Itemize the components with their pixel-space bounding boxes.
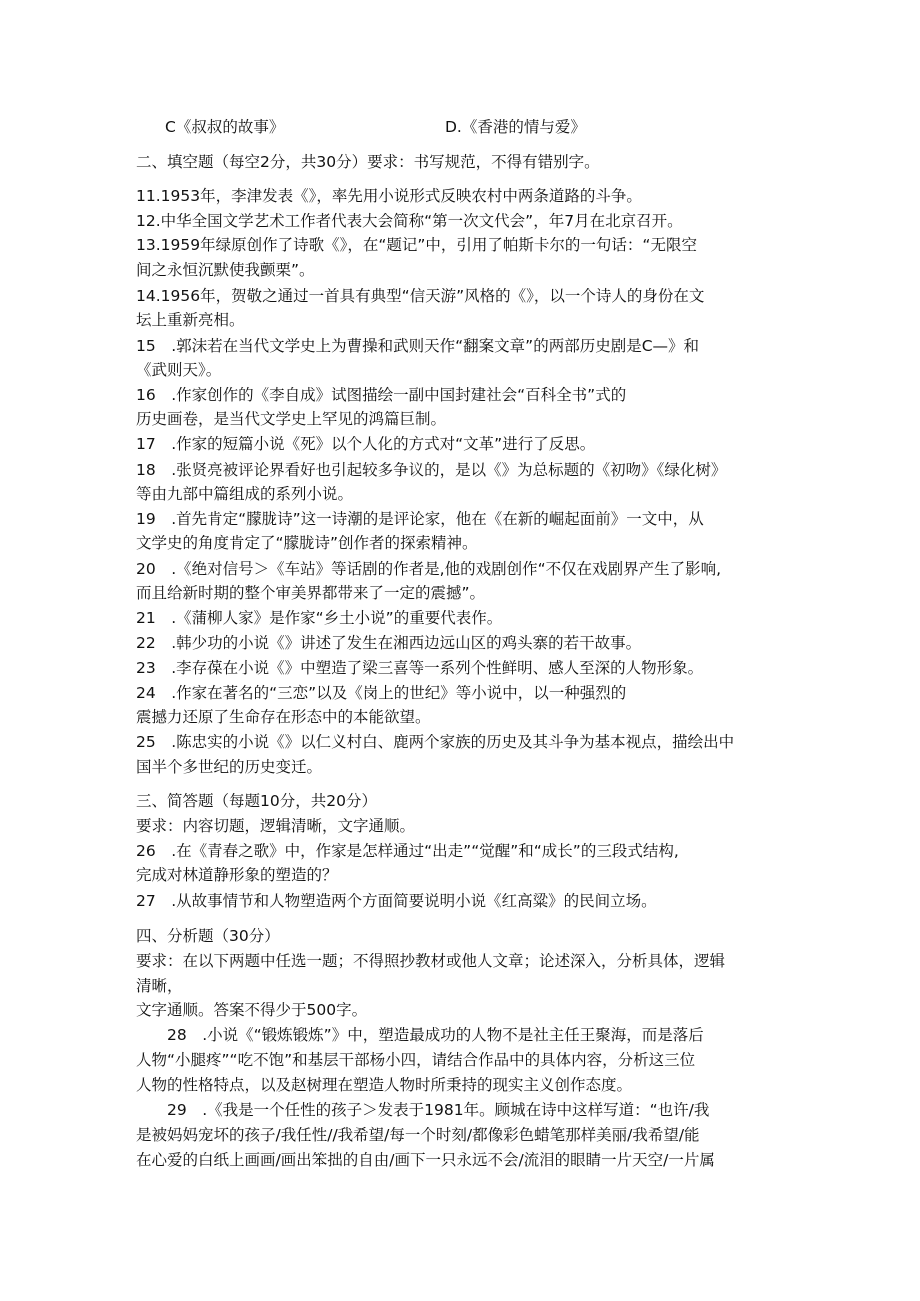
question-line: 人物“小腿疼”“吃不饱”和基层干部杨小四，请结合作品中的具体内容，分析这三位 (136, 1051, 696, 1069)
requirement-line: 要求：在以下两题中任选一题；不得照抄教材或他人文章；论述深入，分析具体，逻辑 (136, 952, 726, 970)
requirement-line: 文字通顺。答案不得少于500字。 (136, 1001, 368, 1019)
question-line: 14.1956年，贺敬之通过一首具有典型“信天游”风格的《》，以一个诗人的身份在文 (136, 287, 705, 305)
question-line: 文学史的角度肯定了“朦胧诗”创作者的探索精神。 (136, 534, 478, 552)
question-line: 18 .张贤亮被评论界看好也引起较多争议的，是以《》为总标题的《初吻》《绿化树》 (136, 461, 727, 479)
question-line: 《武则天》。 (136, 361, 222, 379)
question-line: 27 .从故事情节和人物塑造两个方面简要说明小说《红高粱》的民间立场。 (136, 892, 657, 910)
section-heading-short-answer: 三、简答题（每题10分，共20分） (136, 792, 377, 810)
question-line: 25 .陈忠实的小说《》以仁义村白、鹿两个家族的历史及其斗争为基本视点，描绘出中 (136, 733, 735, 751)
option-d: D.《香港的情与爱》 (445, 118, 586, 136)
question-line: 16 .作家创作的《李自成》试图描绘一副中国封建社会“百科全书”式的 (136, 386, 627, 404)
question-line: 29 .《我是一个任性的孩子＞发表于1981年。顾城在诗中这样写道：“也许/我 (136, 1101, 710, 1119)
question-line: 11.1953年，李津发表《》，率先用小说形式反映农村中两条道路的斗争。 (136, 187, 642, 205)
question-line: 23 .李存葆在小说《》中塑造了梁三喜等一系列个性鲜明、感人至深的人物形象。 (136, 659, 704, 677)
question-line: 完成对林道静形象的塑造的？ (136, 866, 338, 884)
question-line: 间之永恒沉默使我颤栗”。 (136, 261, 315, 279)
question-line: 19 .首先肯定“朦胧诗”这一诗潮的是评论家，他在《在新的崛起面前》一文中，从 (136, 510, 704, 528)
answer-options-row (0, 116, 920, 142)
question-line: 12.中华全国文学艺术工作者代表大会简称“第一次文代会”，年7月在北京召开。 (136, 212, 683, 230)
question-line: 17 .作家的短篇小说《死》以个人化的方式对“文革”进行了反思。 (136, 435, 596, 453)
question-line: 国半个多世纪的历史变迁。 (136, 758, 323, 776)
question-line: 人物的性格特点，以及赵树理在塑造人物时所秉持的现实主义创作态度。 (136, 1076, 633, 1094)
question-line: 坛上重新亮相。 (136, 311, 245, 329)
requirement-line: 清晰， (136, 977, 183, 995)
question-line: 在心爱的白纸上画画/画出笨拙的自由/画下一只永远不会/流泪的眼睛一片天空/一片属 (136, 1151, 715, 1169)
question-line: 震撼力还原了生命存在形态中的本能欲望。 (136, 708, 431, 726)
question-line: 而且给新时期的整个审美界都带来了一定的震撼”。 (136, 584, 486, 602)
question-line: 21 .《蒲柳人家》是作家“乡土小说”的重要代表作。 (136, 609, 503, 627)
question-line: 26 .在《青春之歌》中，作家是怎样通过“出走”“觉醒”和“成长”的三段式结构, (136, 842, 679, 860)
question-line: 13.1959年绿原创作了诗歌《》，在“题记”中，引用了帕斯卡尔的一句话：“无限空 (136, 236, 697, 254)
question-line: 22 .韩少功的小说《》讲述了发生在湘西边远山区的鸡头寨的若干故事。 (136, 634, 642, 652)
requirement-line: 要求：内容切题，逻辑清晰，文字通顺。 (136, 817, 416, 835)
question-line: 等由九部中篇组成的系列小说。 (136, 485, 354, 503)
question-line: 28 .小说《“锻炼锻炼”》中，塑造最成功的人物不是社主任王聚海，而是落后 (136, 1026, 704, 1044)
option-c: C《叔叔的故事》 (165, 118, 285, 136)
question-line: 是被妈妈宠坏的孩子/我任性//我希望/每一个时刻/都像彩色蜡笔那样美丽/我希望/能 (136, 1126, 700, 1144)
section-heading-analysis: 四、分析题（30分） (136, 927, 280, 945)
question-line: 历史画卷，是当代文学史上罕见的鸿篇巨制。 (136, 410, 447, 428)
section-heading-fill-in: 二、填空题（每空2分，共30分）要求：书写规范，不得有错别字。 (136, 153, 600, 171)
question-line: 15 .郭沫若在当代文学史上为曹操和武则天作“翻案文章”的两部历史剧是C—》和 (136, 337, 700, 355)
question-line: 24 .作家在著名的“三恋”以及《岗上的世纪》等小说中，以一种强烈的 (136, 684, 627, 702)
question-line: 20 .《绝对信号＞《车站》等话剧的作者是,他的戏剧创作“不仅在戏剧界产生了影响, (136, 560, 722, 578)
